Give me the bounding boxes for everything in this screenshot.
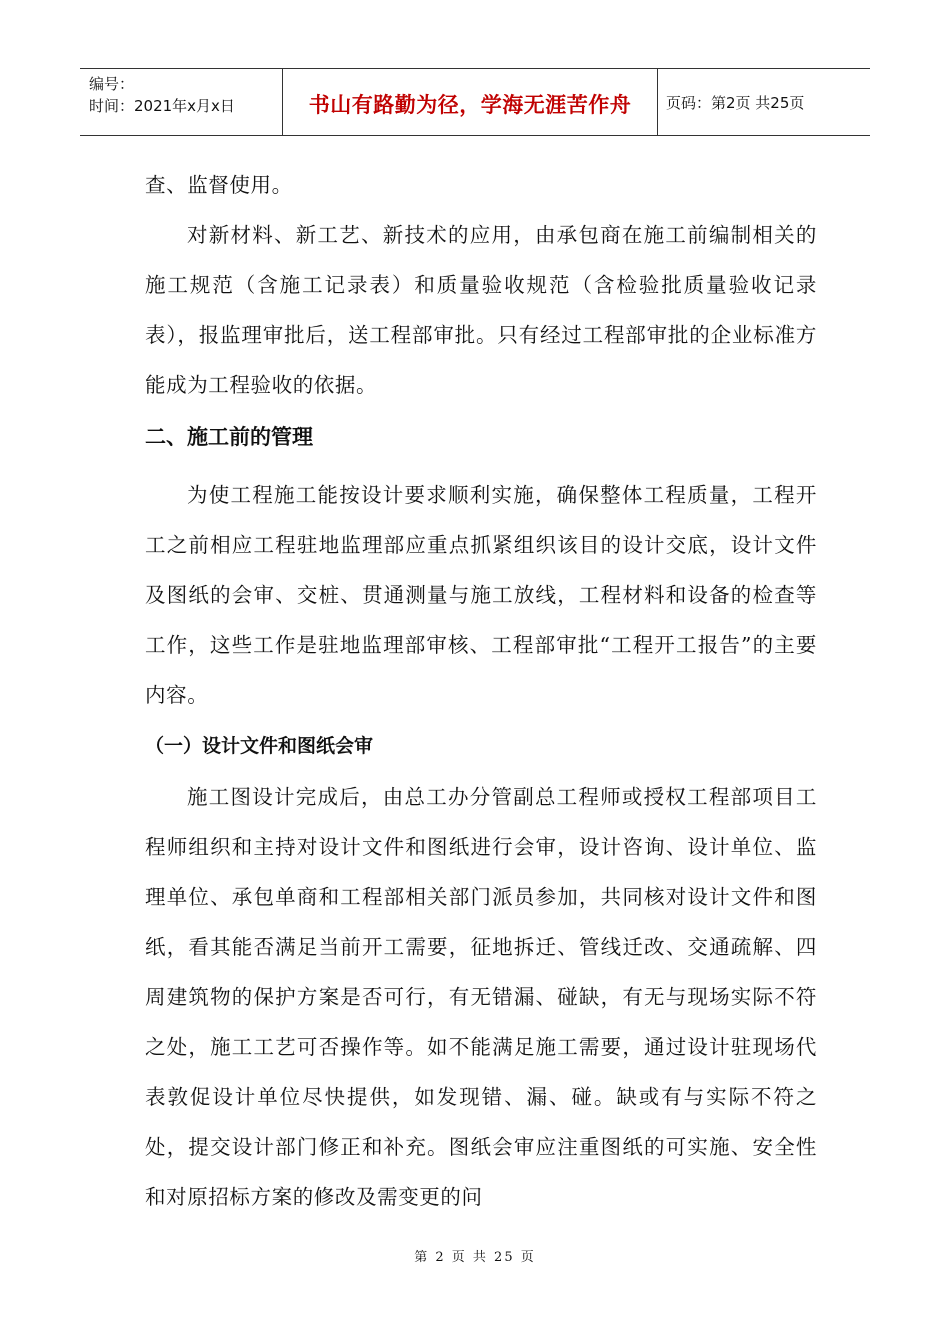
page-footer: 第 2 页 共 25 页 (414, 1250, 536, 1265)
header-motto-cell (283, 69, 658, 135)
section-heading: 二、施工前的管理 (145, 425, 313, 449)
subsection-heading: （一）设计文件和图纸会审 (145, 735, 374, 757)
paragraph-design-review: 施工图设计完成后，由总工办分管副总工程师或授权工程部项目工程师组织和主持对设计文件和图纸进行会审，设计咨询、设计单位、监理单位、承包单商和工程部相关部门派员参加，共同核对设计文件和图纸，看其能否满足当前开工需要，征地拆迁、管线迁改、交通疏解、四周建筑物的保护方案是否可行，有无错漏、碰缺，有无与现场实际不符之处，施工工艺可否操作等。如不能满足施工需要，通过设计驻现场代表敦促设计单位尽快提供，如发现错、漏、碰。缺或有与实际不符之处，提交设计部门修正和补充。图纸会审应注重图纸的可实施、安全性和对原招标方案的修改及需变更的问 (145, 785, 817, 1209)
header-page-cell (658, 69, 870, 135)
paragraph-continued: 查、监督使用。 (145, 173, 293, 197)
number-label: 编号： (89, 75, 135, 93)
header-page-label: 页码：第2页 共25页 (666, 93, 805, 112)
header-meta-cell (80, 69, 283, 135)
document-body (145, 160, 817, 1222)
date-label: 时间：2021年x月x日 (89, 97, 235, 115)
motto-text: 书山有路勤为径，学海无涯苦作舟 (308, 93, 632, 117)
paragraph-pre-construction: 为使工程施工能按设计要求顺利实施，确保整体工程质量，工程开工之前相应工程驻地监理部应重点抓紧组织该目的设计交底，设计文件及图纸的会审、交桩、贯通测量与施工放线，工程材料和设备的检查等工作，这些工作是驻地监理部审核、工程部审批“工程开工报告”的主要内容。 (145, 483, 817, 707)
document-header (80, 68, 870, 136)
paragraph-new-materials: 对新材料、新工艺、新技术的应用，由承包商在施工前编制相关的施工规范（含施工记录表）和质量验收规范（含检验批质量验收记录表），报监理审批后，送工程部审批。只有经过工程部审批的企业标准方能成为工程验收的依据。 (145, 223, 817, 397)
